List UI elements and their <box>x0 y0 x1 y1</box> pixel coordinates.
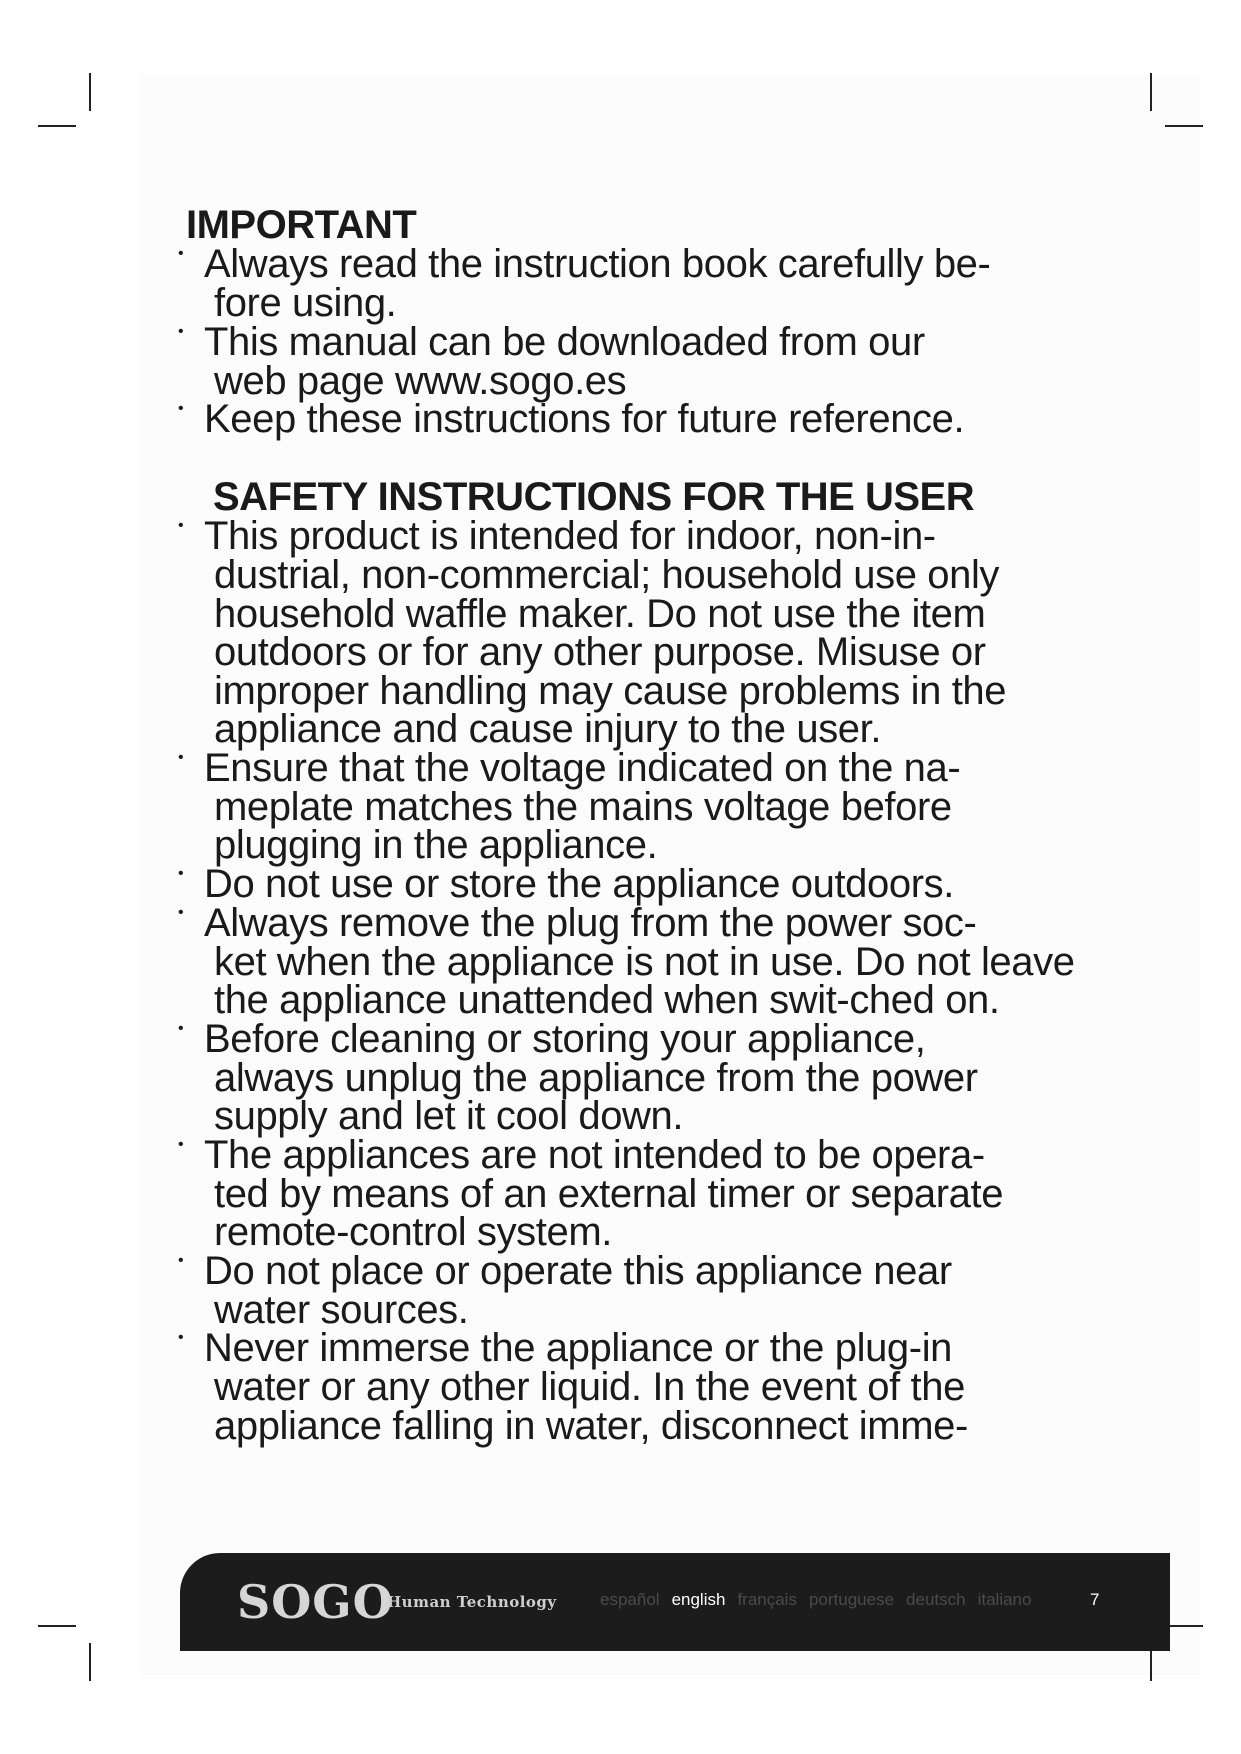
list-item-text: Ensure that the voltage indicated on the na- <box>204 745 961 790</box>
bullet-icon: • <box>178 1329 184 1346</box>
crop-mark <box>89 73 91 111</box>
list-item-text: The appliances are not intended to be opera- <box>204 1132 985 1177</box>
list-item-continuation: water or any other liquid. In the event of the appliance falling in water, disconnect imme- <box>214 1365 968 1448</box>
list-item-continuation: always unplug the appliance from the power supply and let it cool down. <box>214 1055 978 1138</box>
list-item-text: Always remove the plug from the power soc- <box>204 900 977 945</box>
language-4[interactable]: deutsch <box>906 1590 966 1609</box>
crop-mark <box>89 1643 91 1681</box>
list-item <box>178 319 1078 403</box>
list-item-text: Do not use or store the appliance outdoors. <box>204 861 954 906</box>
list-item <box>178 242 1078 325</box>
crop-mark <box>38 125 76 127</box>
language-1[interactable]: english <box>671 1590 726 1609</box>
crop-mark <box>38 1625 76 1627</box>
language-2[interactable]: français <box>737 1590 797 1609</box>
list-item-text: Always read the instruction book carefully be- <box>204 242 991 286</box>
important-list <box>178 242 1078 441</box>
list-item-text: This product is intended for indoor, non-in- <box>204 514 936 558</box>
list-item <box>178 1326 1078 1448</box>
language-list <box>600 1590 1043 1610</box>
list-item-text: This manual can be downloaded from our <box>204 319 925 364</box>
list-item <box>178 1016 1078 1138</box>
list-item <box>178 745 1078 867</box>
list-item-continuation: fore using. <box>214 281 397 325</box>
language-5[interactable]: italiano <box>977 1590 1032 1609</box>
page-number: 7 <box>1090 1590 1100 1609</box>
list-item-continuation: dustrial, non-commercial; household use only household waffle maker. Do not use the item outdoors or for any other purpose. Misuse or improper handling may cause problems in the appliance and cause injury to the user. <box>214 553 1007 751</box>
brand-tagline: Human Technology <box>387 1593 557 1611</box>
list-item-text: Never immerse the appliance or the plug-in <box>204 1326 953 1370</box>
list-item <box>178 1132 1078 1254</box>
list-item-continuation: ket when the appliance is not in use. Do not leave the appliance unattended when swit-ched on. <box>214 939 1075 1022</box>
safety-heading: SAFETY INSTRUCTIONS FOR THE USER <box>213 475 975 519</box>
bullet-icon: • <box>178 1251 184 1269</box>
crop-mark <box>1165 1625 1203 1627</box>
list-item-continuation: web page www.sogo.es <box>214 358 627 403</box>
bullet-icon: • <box>178 245 184 262</box>
language-0[interactable]: español <box>600 1590 660 1609</box>
list-item-continuation: ted by means of an external timer or separate remote-control system. <box>214 1171 1004 1254</box>
list-item-text: Before cleaning or storing your appliance, <box>204 1016 926 1061</box>
list-item-continuation: meplate matches the mains voltage before plugging in the appliance. <box>214 784 952 867</box>
list-item <box>178 397 1078 441</box>
language-3[interactable]: portuguese <box>808 1590 895 1609</box>
brand-logo: SOGO <box>237 1575 394 1629</box>
bullet-icon: • <box>178 1019 184 1037</box>
bullet-icon: • <box>178 864 184 882</box>
list-item <box>178 861 1078 906</box>
bullet-icon: • <box>178 322 184 340</box>
list-item-continuation: water sources. <box>214 1287 469 1332</box>
list-item <box>178 514 1078 751</box>
bullet-icon: • <box>178 400 184 417</box>
crop-mark <box>1150 73 1152 111</box>
list-item <box>178 900 1078 1022</box>
bullet-icon: • <box>178 1135 184 1153</box>
list-item-text: Do not place or operate this appliance near <box>204 1248 952 1293</box>
list-item <box>178 1248 1078 1332</box>
safety-list <box>178 514 1078 1448</box>
list-item-text: Keep these instructions for future reference. <box>204 397 965 441</box>
document-body <box>178 203 1078 1448</box>
bullet-icon: • <box>178 517 184 534</box>
important-heading: IMPORTANT <box>186 203 417 247</box>
crop-mark <box>1165 125 1203 127</box>
bullet-icon: • <box>178 903 184 921</box>
bullet-icon: • <box>178 748 184 766</box>
